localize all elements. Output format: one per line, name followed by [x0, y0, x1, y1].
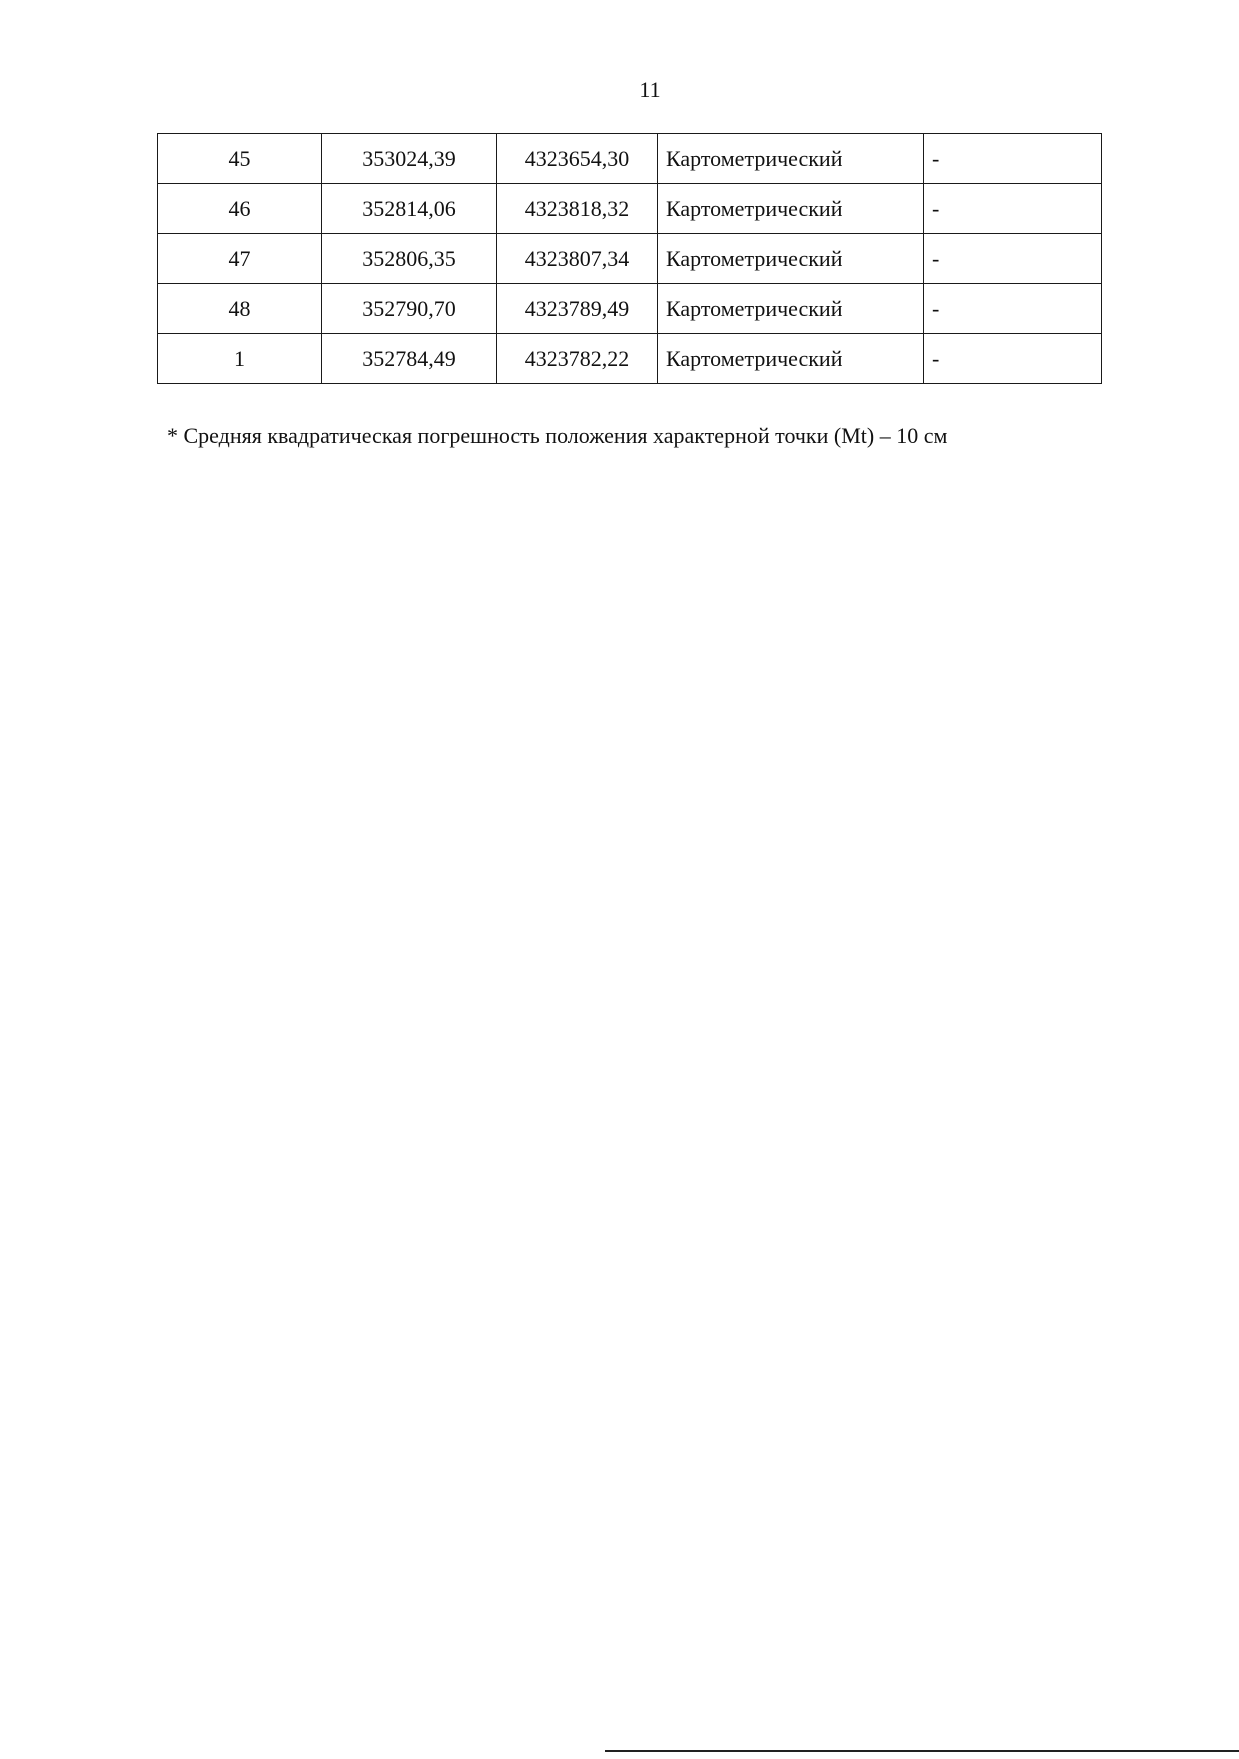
point-number-cell: 48	[158, 284, 322, 334]
note-cell: -	[924, 134, 1102, 184]
method-cell: Картометрический	[658, 134, 924, 184]
table-row	[158, 184, 1102, 234]
y-coordinate-cell: 4323789,49	[497, 284, 658, 334]
method-cell: Картометрический	[658, 334, 924, 384]
note-cell: -	[924, 334, 1102, 384]
coordinates-table	[157, 133, 1102, 384]
note-cell: -	[924, 184, 1102, 234]
point-number-cell: 47	[158, 234, 322, 284]
point-number-cell: 45	[158, 134, 322, 184]
table-row	[158, 234, 1102, 284]
method-cell: Картометрический	[658, 284, 924, 334]
x-coordinate-cell: 353024,39	[322, 134, 497, 184]
page-number: 11	[639, 77, 661, 102]
x-coordinate-cell: 352784,49	[322, 334, 497, 384]
footnote: * Средняя квадратическая погрешность положения характерной точки (Mt) – 10 см	[167, 423, 948, 448]
y-coordinate-cell: 4323654,30	[497, 134, 658, 184]
x-coordinate-cell: 352806,35	[322, 234, 497, 284]
y-coordinate-cell: 4323782,22	[497, 334, 658, 384]
table-row	[158, 284, 1102, 334]
note-cell: -	[924, 234, 1102, 284]
note-cell: -	[924, 284, 1102, 334]
x-coordinate-cell: 352814,06	[322, 184, 497, 234]
y-coordinate-cell: 4323807,34	[497, 234, 658, 284]
method-cell: Картометрический	[658, 234, 924, 284]
method-cell: Картометрический	[658, 184, 924, 234]
bottom-rule-divider	[605, 1750, 1239, 1752]
table-row	[158, 334, 1102, 384]
table-row	[158, 134, 1102, 184]
point-number-cell: 46	[158, 184, 322, 234]
point-number-cell: 1	[158, 334, 322, 384]
y-coordinate-cell: 4323818,32	[497, 184, 658, 234]
x-coordinate-cell: 352790,70	[322, 284, 497, 334]
